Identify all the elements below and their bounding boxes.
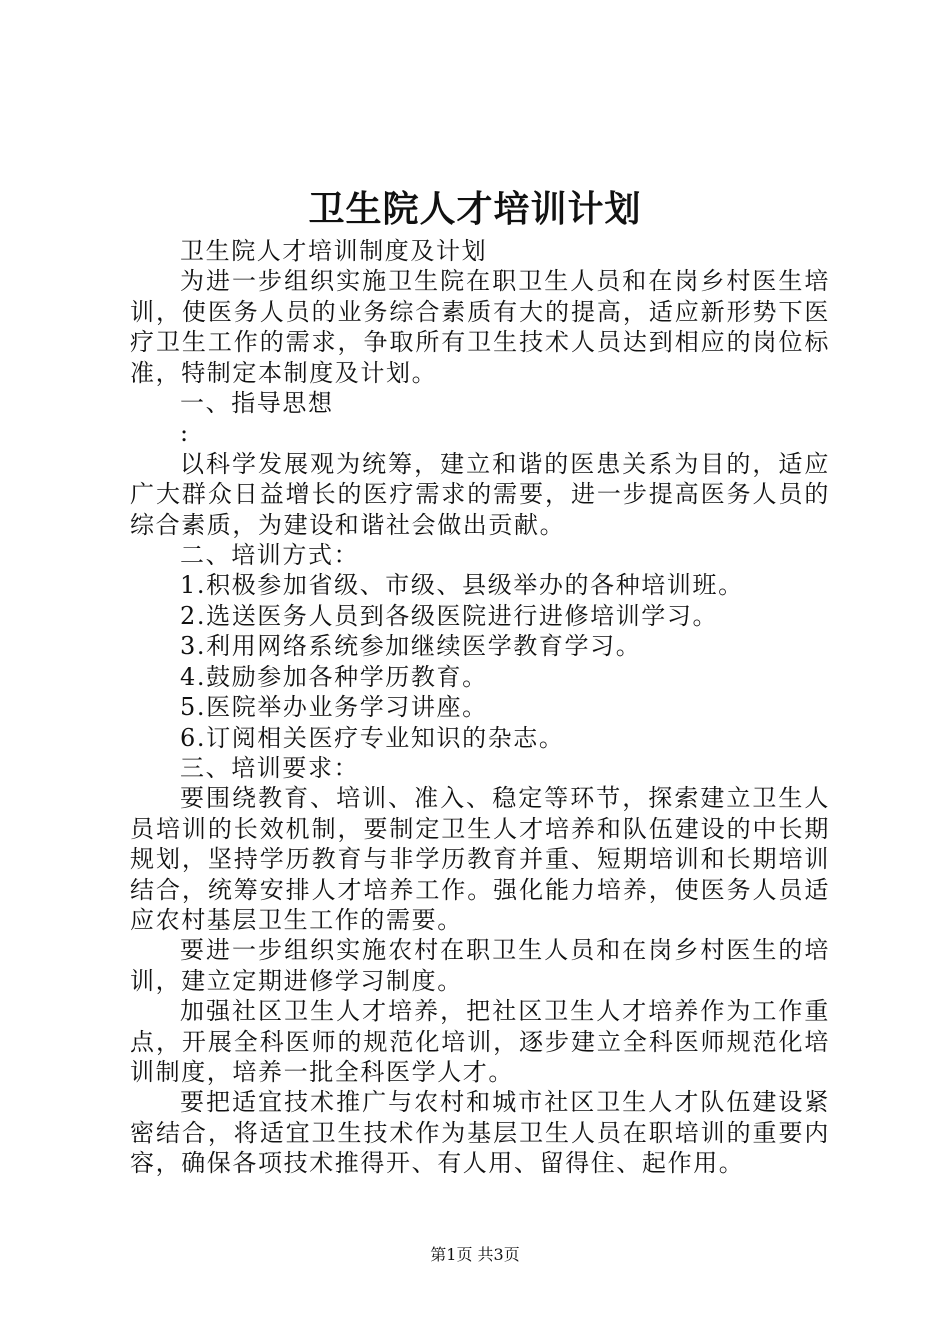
list-item: 6.订阅相关医疗专业知识的杂志。 <box>180 723 565 752</box>
section-heading: 二、培训方式： <box>180 541 360 570</box>
paragraph: 以科学发展观为统筹，建立和谐的医患关系为目的，适应广大群众日益增长的医疗需求的需要，进一步提高医务人员的综合素质，为建设和谐社会做出贡献。 <box>130 449 830 539</box>
list-item: 1.积极参加省级、市级、县级举办的各种培训班。 <box>180 571 744 600</box>
paragraph: : <box>180 419 190 448</box>
paragraph: 卫生院人才培训制度及计划 <box>180 237 488 265</box>
document-body <box>130 236 830 1179</box>
paragraph: 要围绕教育、培训、准入、稳定等环节，探索建立卫生人员培训的长效机制，要制定卫生人才培养和队伍建设的中长期规划，坚持学历教育与非学历教育并重、短期培训和长期培训结合，统筹安排人才培养工作。强化能力培养，使医务人员适应农村基层卫生工作的需要。 <box>130 784 830 934</box>
paragraph: 要把适宜技术推广与农村和城市社区卫生人才队伍建设紧密结合，将适宜卫生技术作为基层卫生人员在职培训的重要内容，确保各项技术推得开、有人用、留得住、起作用。 <box>130 1088 830 1178</box>
paragraph: 为进一步组织实施卫生院在职卫生人员和在岗乡村医生培训，使医务人员的业务综合素质有大的提高，适应新形势下医疗卫生工作的需求，争取所有卫生技术人员达到相应的岗位标准，特制定本制度及计划。 <box>130 267 830 387</box>
section-heading: 一、指导思想 <box>180 389 334 418</box>
list-item: 3.利用网络系统参加继续医学教育学习。 <box>180 632 642 661</box>
paragraph: 要进一步组织实施农村在职卫生人员和在岗乡村医生的培训，建立定期进修学习制度。 <box>130 936 830 995</box>
document-title: 卫生院人才培训计划 <box>308 188 642 230</box>
section-heading: 三、培训要求： <box>180 753 360 782</box>
page-number-footer: 第1页 共3页 <box>430 1245 520 1264</box>
paragraph: 加强社区卫生人才培养，把社区卫生人才培养作为工作重点，开展全科医师的规范化培训，逐步建立全科医师规范化培训制度，培养一批全科医学人才。 <box>130 997 830 1086</box>
list-item: 4.鼓励参加各种学历教育。 <box>180 662 488 691</box>
list-item: 5.医院举办业务学习讲座。 <box>180 693 488 722</box>
list-item: 2.选送医务人员到各级医院进行进修培训学习。 <box>180 601 719 630</box>
